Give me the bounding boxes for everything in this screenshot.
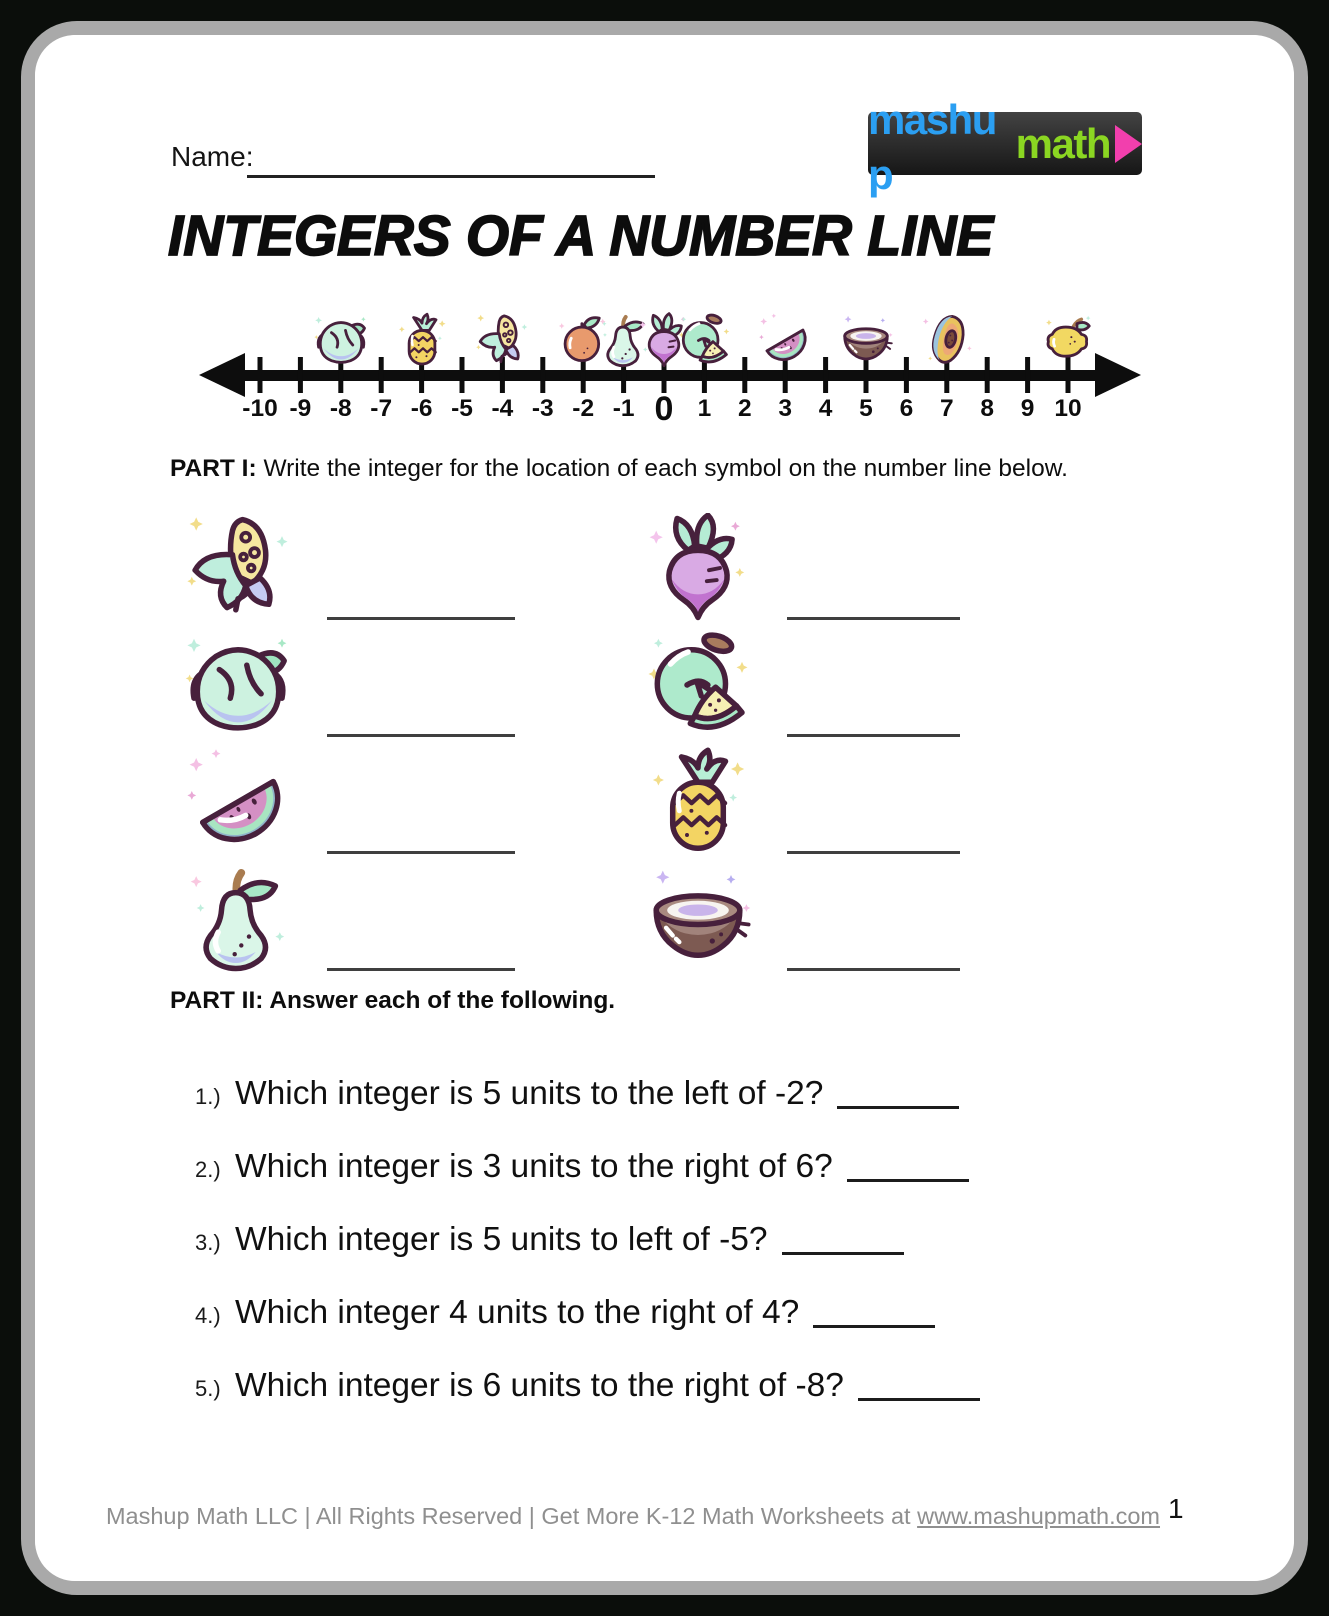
page-number: 1 xyxy=(1168,1493,1184,1524)
tick-mark xyxy=(823,357,828,393)
question-row xyxy=(195,1148,1195,1221)
cabbage-icon xyxy=(170,626,305,740)
part1-heading xyxy=(170,455,1068,483)
left-arrow-icon xyxy=(199,353,245,397)
part1-item xyxy=(630,623,960,740)
tick-mark xyxy=(904,357,909,393)
radish-icon xyxy=(630,509,765,623)
worksheet-page xyxy=(35,35,1294,1581)
question-number: 4.) xyxy=(195,1303,221,1328)
tick-label: -6 xyxy=(410,395,433,422)
answer-blank[interactable] xyxy=(787,851,960,854)
tick-mark xyxy=(1025,357,1030,393)
tick-mark xyxy=(540,357,545,393)
footer-link[interactable]: www.mashupmath.com xyxy=(917,1503,1161,1529)
answer-blank[interactable] xyxy=(327,734,515,737)
answer-blank[interactable] xyxy=(782,1250,904,1255)
part1-grid xyxy=(170,506,960,974)
answer-blank[interactable] xyxy=(327,968,515,971)
part1-item xyxy=(630,857,960,974)
pear-icon xyxy=(170,860,305,974)
answer-blank[interactable] xyxy=(858,1396,980,1401)
part1-heading-label: PART I: xyxy=(170,455,257,482)
number-line xyxy=(195,270,1145,424)
name-input-line[interactable] xyxy=(247,143,655,178)
answer-blank[interactable] xyxy=(327,617,515,620)
tick-label: -3 xyxy=(531,395,554,422)
papaya-icon xyxy=(919,310,975,371)
corn-icon xyxy=(170,509,305,623)
pineapple-icon xyxy=(394,310,450,371)
coconut-icon xyxy=(838,310,894,371)
pineapple-icon xyxy=(630,743,765,857)
tick-label: 0 xyxy=(654,390,674,424)
tick-label: 8 xyxy=(980,395,995,422)
part1-item xyxy=(630,506,960,623)
tick-label: 5 xyxy=(859,395,873,422)
part1-item xyxy=(170,506,515,623)
part2-heading: PART II: Answer each of the following. xyxy=(170,987,616,1014)
melon-icon xyxy=(676,310,732,371)
question-text: Which integer is 5 units to left of -5? xyxy=(235,1221,768,1258)
question-number: 5.) xyxy=(195,1376,221,1401)
question-row xyxy=(195,1367,1195,1440)
tick-mark xyxy=(258,357,263,393)
worksheet-title: INTEGERS OF A NUMBER LINE xyxy=(168,204,994,268)
part1-item xyxy=(170,857,515,974)
lemon-icon xyxy=(1040,310,1096,371)
watermelon-icon xyxy=(170,743,305,857)
part2-questions xyxy=(195,1075,1195,1440)
part1-item xyxy=(630,740,960,857)
question-text: Which integer is 3 units to the right of 6? xyxy=(235,1148,833,1185)
answer-blank[interactable] xyxy=(787,617,960,620)
name-label: Name: xyxy=(171,141,254,172)
tick-label: -7 xyxy=(370,395,393,422)
answer-blank[interactable] xyxy=(813,1323,935,1328)
tick-label: -5 xyxy=(451,395,473,422)
question-text: Which integer is 5 units to the left of -2? xyxy=(235,1075,824,1112)
part1-item xyxy=(170,623,515,740)
footer-text: Mashup Math LLC | All Rights Reserved | Get More K-12 Math Worksheets at xyxy=(105,1503,918,1529)
question-number: 1.) xyxy=(195,1084,221,1109)
answer-blank[interactable] xyxy=(787,734,960,737)
tick-mark xyxy=(460,357,465,393)
tick-mark xyxy=(742,357,747,393)
tick-label: 9 xyxy=(1020,395,1035,422)
tick-label: 6 xyxy=(899,395,914,422)
part1-item xyxy=(170,740,515,857)
tick-label: -10 xyxy=(242,395,278,422)
logo-word-math: math xyxy=(1015,119,1110,167)
part1-heading-text: Write the integer for the location of each symbol on the number line below. xyxy=(256,455,1068,482)
question-number: 2.) xyxy=(195,1157,221,1182)
tick-label: -1 xyxy=(612,395,635,422)
question-row xyxy=(195,1221,1195,1294)
right-arrow-icon xyxy=(1095,353,1141,397)
logo-word-mashup: mashup xyxy=(868,95,996,198)
tick-label: -8 xyxy=(329,395,352,422)
tick-label: 7 xyxy=(939,395,954,422)
tick-label: -4 xyxy=(491,395,514,422)
coconut-icon xyxy=(630,860,765,974)
melon-icon xyxy=(630,626,765,740)
question-number: 3.) xyxy=(195,1230,221,1255)
answer-blank[interactable] xyxy=(327,851,515,854)
answer-blank[interactable] xyxy=(847,1177,969,1182)
tick-label: 4 xyxy=(818,395,833,422)
mashupmath-logo xyxy=(868,95,1142,198)
cabbage-icon xyxy=(313,310,369,371)
question-text: Which integer 4 units to the right of 4? xyxy=(235,1294,800,1331)
footer xyxy=(35,1503,1231,1530)
tick-label: 10 xyxy=(1054,395,1082,422)
tick-mark xyxy=(298,357,303,393)
question-row xyxy=(195,1294,1195,1367)
tick-mark xyxy=(985,357,990,393)
question-row xyxy=(195,1075,1195,1148)
logo-arrow-icon xyxy=(1115,125,1142,163)
tick-mark xyxy=(379,357,384,393)
question-text: Which integer is 6 units to the right of -8? xyxy=(235,1367,844,1404)
answer-blank[interactable] xyxy=(787,968,960,971)
answer-blank[interactable] xyxy=(837,1104,959,1109)
tick-label: -9 xyxy=(289,395,312,422)
number-line-bar xyxy=(239,370,1101,381)
tick-label: -2 xyxy=(572,395,595,422)
tick-label: 2 xyxy=(737,395,752,422)
page-frame xyxy=(21,21,1308,1595)
tick-label: 1 xyxy=(697,395,712,422)
tick-label: 3 xyxy=(778,395,793,422)
watermelon-icon xyxy=(757,310,813,371)
corn-icon xyxy=(474,310,530,371)
